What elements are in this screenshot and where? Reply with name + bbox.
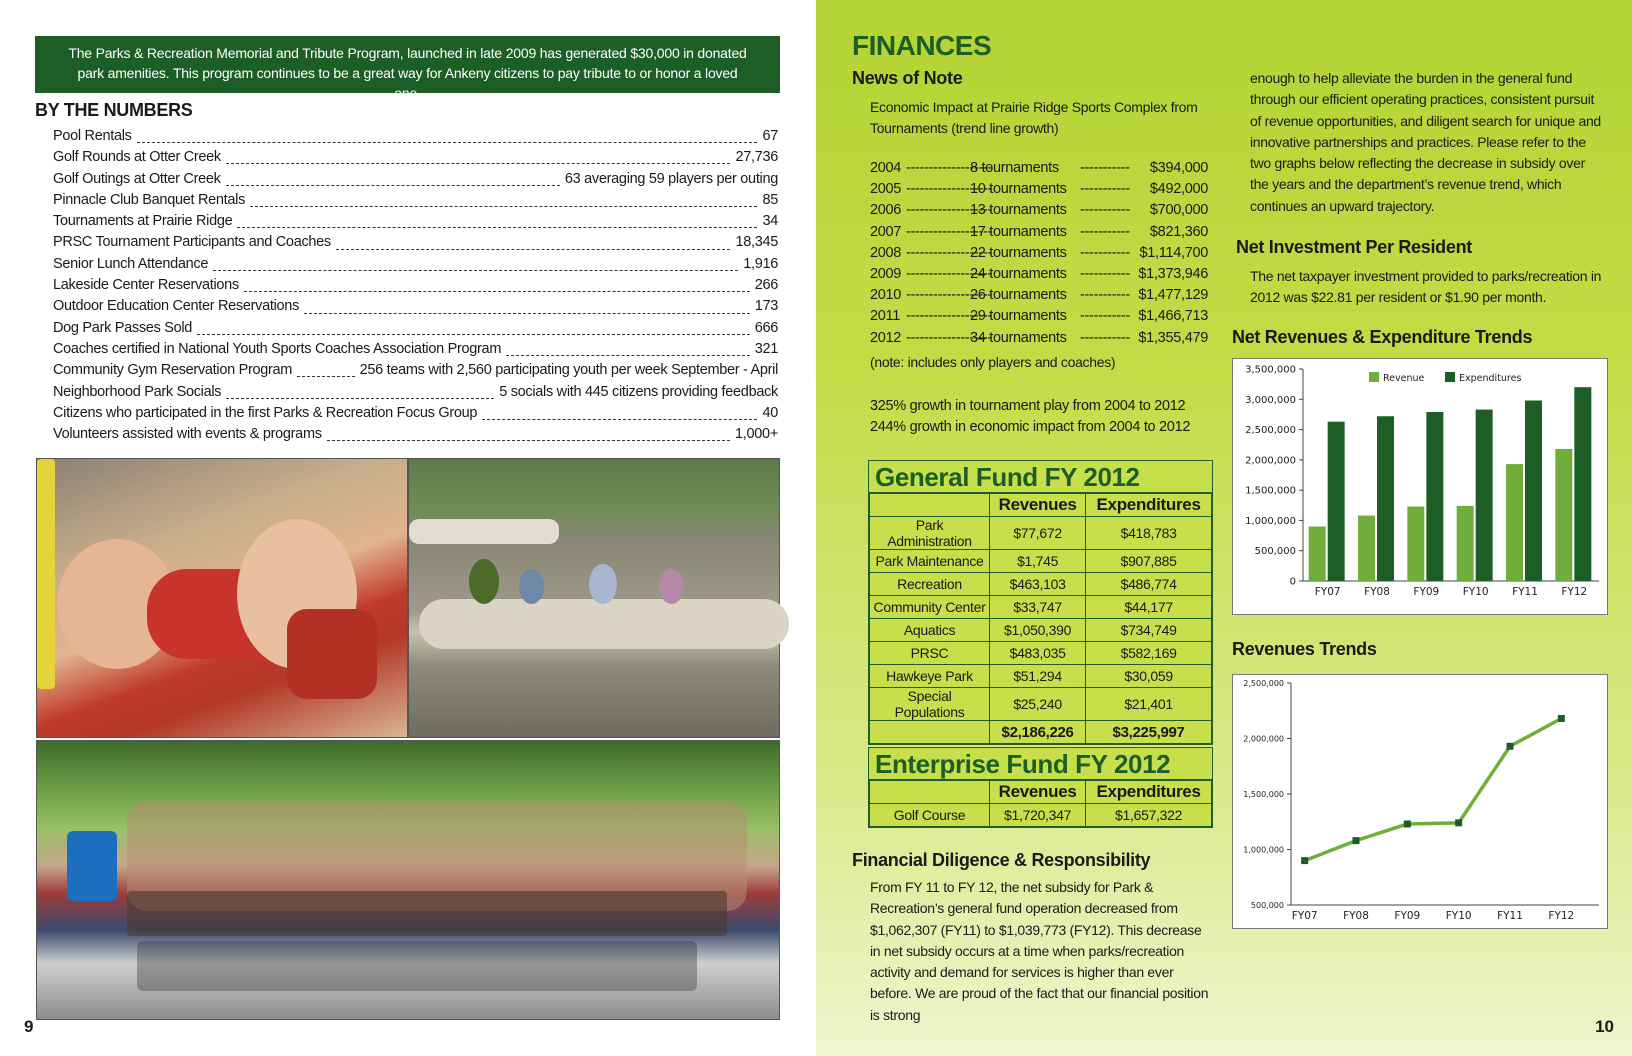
dot-leader: [482, 411, 757, 420]
tournament-year: 2007: [870, 223, 902, 240]
growth-tournaments: 325% growth in tournament play from 2004 to 2012: [870, 398, 1186, 414]
legend-label-revenue: Revenue: [1383, 373, 1425, 384]
bar-revenue-fy10: [1457, 506, 1474, 581]
gf-row-name: Aquatics: [870, 619, 990, 642]
gf-row: [870, 596, 1212, 619]
gf-header-revenues: Revenues: [990, 494, 1086, 517]
tournament-list: [870, 160, 1210, 351]
numbers-row: [53, 149, 778, 170]
dot-leader: [244, 283, 750, 292]
tournament-count: 22 tournaments: [970, 244, 1067, 261]
tournament-row: [870, 160, 1210, 181]
gf-row-expenditure: $486,774: [1086, 573, 1212, 596]
dot-leader: [506, 347, 750, 356]
tournament-year: 2005: [870, 181, 902, 198]
tournament-row: [870, 308, 1210, 329]
dot-leader: -------------------: [906, 223, 993, 240]
x-tick-label: FY11: [1512, 586, 1538, 598]
gf-row-name: Community Center: [870, 596, 990, 619]
tournament-year: 2009: [870, 265, 902, 282]
photo-group-youth-campers: [36, 740, 780, 1020]
finances-heading: FINANCES: [852, 30, 992, 61]
tournament-count: 17 tournaments: [970, 223, 1067, 240]
dot-leader: -----------: [1080, 287, 1130, 304]
numbers-row: [53, 298, 778, 319]
line-point-fy12: [1558, 715, 1565, 722]
gf-row-revenue: $463,103: [990, 573, 1086, 596]
x-tick-label: FY10: [1462, 586, 1489, 598]
gf-row-expenditure: $734,749: [1086, 619, 1212, 642]
dot-leader: [250, 198, 757, 207]
tournament-count: 34 tournaments: [970, 329, 1067, 346]
dot-leader: -------------------: [906, 160, 993, 176]
numbers-value: 266: [754, 277, 778, 294]
gf-header-blank: [870, 494, 990, 517]
diligence-heading: Financial Diligence & Responsibility: [852, 850, 1151, 870]
gf-row-revenue: $77,672: [990, 517, 1086, 550]
net-investment-text: The net taxpayer investment provided to parks/recreation in 2012 was $22.81 per resident or $1.90 per month.: [1250, 268, 1602, 306]
enterprise-fund-table: [868, 747, 1213, 828]
numbers-value: 27,736: [735, 149, 778, 166]
dot-leader: [336, 241, 731, 250]
numbers-label: Neighborhood Park Socials: [53, 383, 222, 400]
gf-total-revenue: $2,186,226: [990, 721, 1086, 744]
numbers-row: [53, 320, 778, 341]
numbers-row: [53, 256, 778, 277]
gf-row-name: Recreation: [870, 573, 990, 596]
y-tick-label: 2,500,000: [1245, 425, 1296, 437]
line-point-fy07: [1301, 857, 1308, 864]
bar-chart: [1233, 359, 1609, 616]
dot-leader: -----------: [1080, 244, 1130, 261]
general-fund-title: General Fund FY 2012: [869, 461, 1212, 493]
y-tick-label: 3,500,000: [1245, 364, 1296, 376]
tournament-count: 24 tournaments: [970, 265, 1067, 282]
x-tick-label: FY07: [1291, 910, 1318, 922]
numbers-label: Citizens who participated in the first Parks & Recreation Focus Group: [53, 404, 478, 421]
numbers-row: [53, 362, 778, 383]
gf-row-expenditure: $582,169: [1086, 642, 1212, 665]
dot-leader: [226, 155, 731, 164]
tournament-value: $1,466,713: [1138, 308, 1208, 325]
x-tick-label: FY12: [1548, 910, 1575, 922]
news-heading: News of Note: [852, 68, 963, 88]
legend-swatch-expenditures: [1445, 372, 1455, 382]
bar-expenditures-fy08: [1377, 416, 1394, 581]
numbers-row: [53, 192, 778, 213]
tournament-row: [870, 245, 1210, 266]
y-tick-label: 1,500,000: [1245, 485, 1296, 497]
numbers-value: 1,916: [743, 255, 778, 272]
gf-row-revenue: $25,240: [990, 688, 1086, 721]
gf-row-expenditure: $907,885: [1086, 550, 1212, 573]
dot-leader: [237, 219, 757, 228]
bar-revenue-fy08: [1358, 516, 1375, 581]
y-tick-label: 1,500,000: [1243, 790, 1284, 799]
dot-leader: [137, 134, 758, 143]
dot-leader: -------------------: [906, 202, 993, 219]
tournament-value: $1,373,946: [1138, 265, 1208, 282]
gf-total-expenditure: $3,225,997: [1086, 721, 1212, 744]
gf-header-expenditures: Expenditures: [1086, 494, 1212, 517]
gf-row: [870, 665, 1212, 688]
dot-leader: -----------: [1080, 329, 1130, 346]
tournament-count: 10 tournaments: [970, 181, 1067, 198]
tournament-row: [870, 266, 1210, 287]
tournament-value: $394,000: [1149, 160, 1208, 176]
dot-leader: -------------------: [906, 181, 993, 198]
photo-canoeing: [408, 458, 780, 738]
numbers-label: PRSC Tournament Participants and Coaches: [53, 234, 331, 251]
gf-row-expenditure: $44,177: [1086, 596, 1212, 619]
numbers-value: 40: [762, 404, 778, 421]
growth-stats: [870, 396, 1190, 438]
numbers-label: Golf Rounds at Otter Creek: [53, 149, 221, 166]
x-tick-label: FY07: [1314, 586, 1341, 598]
bar-revenue-fy11: [1506, 464, 1523, 581]
numbers-row: [53, 171, 778, 192]
tournament-row: [870, 330, 1210, 351]
dot-leader: [297, 368, 355, 377]
tournament-row: [870, 202, 1210, 223]
y-tick-label: 0: [1289, 576, 1296, 588]
numbers-value: 63 averaging 59 players per outing: [564, 170, 778, 187]
numbers-row: [53, 277, 778, 298]
memorial-banner: The Parks & Recreation Memorial and Tribute Program, launched in late 2009 has generated $30,000 in donated park amenities. This program continues to be a great way for Ankeny citizens to pay tribute to or honor a loved one.: [35, 36, 780, 93]
x-tick-label: FY09: [1413, 586, 1440, 598]
bar-expenditures-fy09: [1426, 412, 1443, 581]
gf-row: [870, 688, 1212, 721]
news-intro: Economic Impact at Prairie Ridge Sports Complex from Tournaments (trend line growth): [870, 99, 1198, 137]
tournament-year: 2010: [870, 287, 902, 304]
x-tick-label: FY09: [1394, 910, 1421, 922]
numbers-value: 321: [754, 340, 778, 357]
y-tick-label: 1,000,000: [1243, 845, 1284, 855]
gf-row-name: PRSC: [870, 642, 990, 665]
ef-header-expenditures: Expenditures: [1086, 781, 1212, 804]
tournament-note: (note: includes only players and coaches): [870, 354, 1116, 370]
gf-row-name: Park Maintenance: [870, 550, 990, 573]
line-point-fy10: [1455, 819, 1462, 826]
tournament-value: $821,360: [1149, 223, 1208, 240]
dot-leader: [226, 390, 494, 399]
gf-row: [870, 517, 1212, 550]
numbers-value: 34: [762, 213, 778, 230]
dot-leader: [226, 177, 560, 186]
numbers-value: 1,000+: [735, 426, 778, 443]
numbers-row: [53, 213, 778, 234]
numbers-label: Pinnacle Club Banquet Rentals: [53, 191, 246, 208]
x-tick-label: FY11: [1497, 910, 1523, 922]
dot-leader: -----------: [1080, 160, 1130, 176]
tournament-row: [870, 224, 1210, 245]
numbers-value: 67: [762, 128, 778, 144]
gf-row: [870, 550, 1212, 573]
numbers-row: [53, 384, 778, 405]
numbers-label: Dog Park Passes Sold: [53, 319, 193, 336]
revenue-trend-line: [1305, 719, 1562, 861]
tournament-year: 2006: [870, 202, 902, 219]
dot-leader: -------------------: [906, 287, 993, 304]
tournament-value: $1,355,479: [1138, 329, 1208, 346]
gf-row-revenue: $1,050,390: [990, 619, 1086, 642]
gf-row: [870, 619, 1212, 642]
gf-row-revenue: $1,745: [990, 550, 1086, 573]
gf-row-expenditure: $21,401: [1086, 688, 1212, 721]
gf-row-expenditure: $30,059: [1086, 665, 1212, 688]
bar-expenditures-fy10: [1476, 410, 1493, 581]
gf-row: [870, 642, 1212, 665]
bar-revenue-fy09: [1407, 506, 1424, 581]
numbers-label: Community Gym Reservation Program: [53, 362, 293, 379]
tournament-count: 13 tournaments: [970, 202, 1067, 219]
tournament-value: $492,000: [1149, 181, 1208, 198]
line-chart-box: [1232, 674, 1608, 929]
numbers-row: [53, 341, 778, 362]
bar-expenditures-fy12: [1574, 387, 1591, 581]
ef-row-expenditure: $1,657,322: [1086, 804, 1212, 827]
y-tick-label: 3,000,000: [1245, 394, 1296, 406]
numbers-label: Tournaments at Prairie Ridge: [53, 213, 233, 230]
line-point-fy09: [1404, 820, 1411, 827]
x-tick-label: FY08: [1364, 586, 1390, 598]
chart1-heading: Net Revenues & Expenditure Trends: [1232, 327, 1533, 347]
line-point-fy08: [1353, 837, 1360, 844]
legend-label-expenditures: Expenditures: [1459, 373, 1522, 384]
tournament-year: 2008: [870, 244, 902, 261]
numbers-row: [53, 405, 778, 426]
dot-leader: -------------------: [906, 244, 993, 261]
numbers-value: 256 teams with 2,560 participating youth per week September - April: [359, 362, 778, 379]
numbers-list: [53, 128, 778, 447]
numbers-value: 666: [754, 319, 778, 336]
gf-row-revenue: $51,294: [990, 665, 1086, 688]
line-point-fy11: [1507, 743, 1514, 750]
bar-revenue-fy07: [1309, 526, 1326, 581]
ef-row-name: Golf Course: [870, 804, 990, 827]
tournament-count: 26 tournaments: [970, 287, 1067, 304]
ef-header-revenues: Revenues: [990, 781, 1086, 804]
gf-total-blank: [870, 721, 990, 744]
gf-row-expenditure: $418,783: [1086, 517, 1212, 550]
right-page: [816, 0, 1632, 1056]
ef-row-revenue: $1,720,347: [990, 804, 1086, 827]
gf-row-name: Special Populations: [870, 688, 990, 721]
tournament-count: 8 tournaments: [970, 160, 1059, 176]
numbers-label: Golf Outings at Otter Creek: [53, 170, 221, 187]
bar-expenditures-fy07: [1328, 422, 1345, 581]
page-number-right: 10: [1595, 1017, 1614, 1036]
line-chart: [1233, 675, 1609, 930]
gf-total-row: [870, 721, 1212, 744]
bar-expenditures-fy11: [1525, 400, 1542, 581]
numbers-label: Senior Lunch Attendance: [53, 255, 209, 272]
dot-leader: [197, 326, 750, 335]
numbers-value: 85: [762, 191, 778, 208]
growth-impact: 244% growth in economic impact from 2004 to 2012: [870, 419, 1191, 435]
numbers-label: Volunteers assisted with events & programs: [53, 426, 322, 443]
numbers-row: [53, 234, 778, 255]
gf-row: [870, 573, 1212, 596]
tournament-year: 2012: [870, 329, 902, 346]
page-number-left: 9: [24, 1017, 34, 1036]
legend-swatch-revenue: [1369, 372, 1379, 382]
y-tick-label: 1,000,000: [1245, 515, 1296, 527]
photo-kids-water-play: [36, 458, 408, 738]
numbers-row: [53, 128, 778, 149]
tournament-value: $700,000: [1149, 202, 1208, 219]
bar-chart-box: [1232, 358, 1608, 615]
numbers-row: [53, 426, 778, 447]
y-tick-label: 500,000: [1254, 546, 1296, 558]
dot-leader: -----------: [1080, 308, 1130, 325]
tournament-count: 29 tournaments: [970, 308, 1067, 325]
tournament-row: [870, 287, 1210, 308]
numbers-heading: BY THE NUMBERS: [35, 100, 193, 120]
general-fund-table: [868, 460, 1213, 745]
diligence-continued-text: enough to help alleviate the burden in the general fund through our efficient operating practices, consistent pursuit of revenue opportunities, and diligent search for unique and innovative partnerships and practices. Please refer to the two graphs below reflecting the decrease in subsidy over the years and the department’s revenue trend, which continues an upward trajectory.: [1250, 70, 1601, 214]
ef-header-blank: [870, 781, 990, 804]
dot-leader: -----------: [1080, 223, 1130, 240]
gf-row-revenue: $33,747: [990, 596, 1086, 619]
gf-row-name: Hawkeye Park: [870, 665, 990, 688]
dot-leader: -----------: [1080, 181, 1130, 198]
gf-row-name: Park Administration: [870, 517, 990, 550]
numbers-label: Coaches certified in National Youth Sports Coaches Association Program: [53, 340, 502, 357]
chart2-heading: Revenues Trends: [1232, 639, 1377, 659]
dot-leader: -------------------: [906, 308, 993, 325]
numbers-label: Pool Rentals: [53, 128, 132, 144]
dot-leader: -------------------: [906, 329, 993, 346]
numbers-value: 173: [754, 298, 778, 315]
dot-leader: [327, 432, 730, 441]
gf-row-revenue: $483,035: [990, 642, 1086, 665]
enterprise-fund-title: Enterprise Fund FY 2012: [869, 748, 1212, 780]
tournament-value: $1,114,700: [1139, 244, 1208, 261]
numbers-label: Lakeside Center Reservations: [53, 277, 239, 294]
x-tick-label: FY08: [1343, 910, 1369, 922]
ef-row: [870, 804, 1212, 827]
x-tick-label: FY12: [1561, 586, 1588, 598]
bar-revenue-fy12: [1555, 449, 1572, 581]
x-tick-label: FY10: [1445, 910, 1472, 922]
dot-leader: -------------------: [906, 265, 993, 282]
dot-leader: [213, 262, 738, 271]
dot-leader: [304, 305, 750, 314]
tournament-row: [870, 181, 1210, 202]
diligence-text: From FY 11 to FY 12, the net subsidy for Park & Recreation’s general fund operation decreased from $1,062,307 (FY11) to $1,039,773 (FY12). This decrease in net subsidy occurs at a time when parks/recreation activity and demand for services is higher than ever before. We are proud of the fact that our financial position is strong: [870, 879, 1209, 1023]
tournament-value: $1,477,129: [1138, 287, 1208, 304]
dot-leader: -----------: [1080, 265, 1130, 282]
dot-leader: -----------: [1080, 202, 1130, 219]
net-investment-heading: Net Investment Per Resident: [1236, 237, 1472, 257]
y-tick-label: 2,500,000: [1243, 679, 1284, 688]
tournament-year: 2004: [870, 160, 902, 176]
numbers-label: Outdoor Education Center Reservations: [53, 298, 300, 315]
tournament-year: 2011: [870, 308, 900, 325]
numbers-value: 18,345: [735, 234, 778, 251]
y-tick-label: 2,000,000: [1245, 455, 1296, 467]
y-tick-label: 500,000: [1250, 901, 1284, 910]
numbers-value: 5 socials with 445 citizens providing feedback: [499, 383, 778, 400]
y-tick-label: 2,000,000: [1243, 734, 1284, 744]
